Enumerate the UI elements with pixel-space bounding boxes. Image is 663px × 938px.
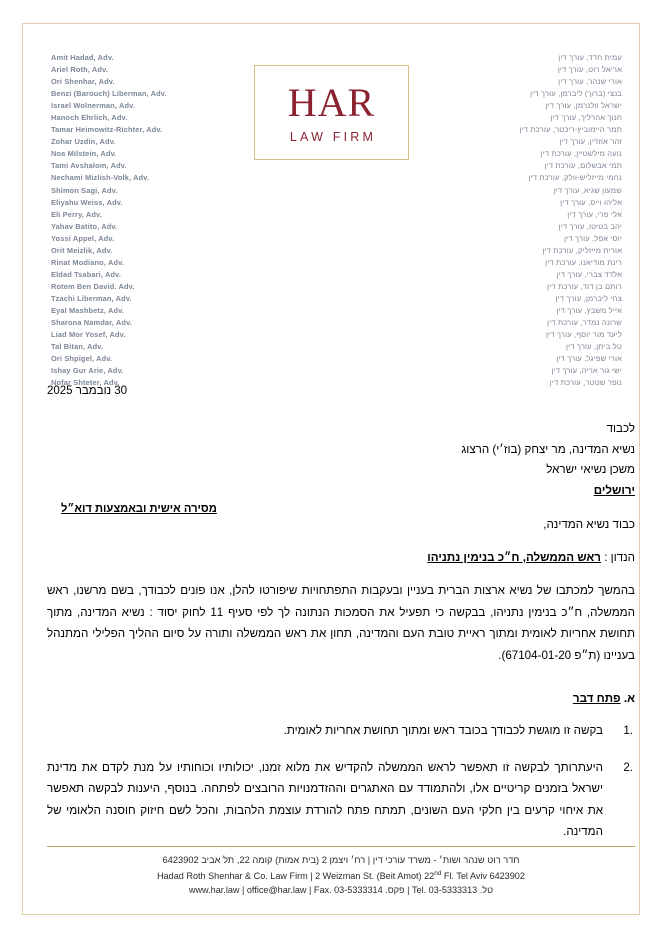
letter-date: 30 נובמבר 2025 <box>47 385 128 397</box>
footer-address-en-pre: Hadad Roth Shenhar & Co. Law Firm | 2 Weizman St. (Beit Amot) 22 <box>157 871 435 882</box>
lawyer-name-he: ישראל וולנרמן, עורך דין <box>545 101 622 111</box>
lawyer-name-he: טל ביתן, עורך דין <box>565 342 622 352</box>
lawyer-name-he: רינת מודיאנו, עורכת דין <box>545 257 622 267</box>
lawyer-name-he: אייל משבץ, עורך דין <box>556 305 622 315</box>
lawyer-name-he: אליהו וייס, עורך דין <box>560 197 622 207</box>
subject-label: הנדון : <box>604 551 635 564</box>
lawyer-name-he: אורי שפיגל, עורך דין <box>556 354 622 364</box>
subject-value: ראש הממשלה, ח״כ בנימין נתניהו <box>427 551 601 564</box>
lawyer-name-he: תמר היימוביץ-ריכטר, עורכת דין <box>519 125 622 135</box>
lawyer-name-en: Rinat Modiano, Adv. <box>51 257 125 267</box>
addressee-city: ירושלים <box>593 483 635 497</box>
lawyer-name-he: יוסי אפל, עורך דין <box>564 233 622 243</box>
lawyer-name-en: Sharona Namdar, Adv. <box>51 318 132 328</box>
numbered-item-1 <box>47 720 635 742</box>
letterhead <box>22 52 640 388</box>
footer-address-hebrew: חדר רוט שנהר ושות׳ - משרד עורכי דין | רח׳ ויצמן 2 (בית אמות) קומה 22, תל אביב 6423902 <box>162 855 520 865</box>
lawyer-name-he: תמי אבשלום, עורכת דין <box>544 161 622 171</box>
lawyer-list-english <box>51 52 167 389</box>
lawyer-name-he: ישי גור אריה, עורך דין <box>551 366 622 376</box>
footer-contact-line: www.har.law | office@har.law | Fax. 03-5333314 .פקס | Tel. 03-5333313 .טל <box>188 885 494 896</box>
lawyer-name-he: אלדד צברי, עורך דין <box>556 269 622 279</box>
lawyer-name-he: זהר אוזדין, עורך דין <box>559 137 622 147</box>
lawyer-name-en: Ishay Gur Arie, Adv. <box>51 366 124 376</box>
footer-address-en-post: Fl. Tel Aviv 6423902 <box>441 871 525 882</box>
section-heading-a <box>47 692 635 705</box>
lawyer-name-en: Yossi Appel, Adv. <box>51 233 115 243</box>
lawyer-name-en: Benzi (Barouch) Liberman, Adv. <box>51 89 167 99</box>
lawyer-name-en: Noa Milstein, Adv. <box>51 149 117 159</box>
section-title: פתח דבר <box>572 692 621 705</box>
salutation: כבוד נשיא המדינה, <box>543 518 635 531</box>
logo-wordmark: HAR <box>287 80 376 125</box>
numbered-item-2 <box>47 757 635 843</box>
lawyer-name-he: אורית מייזליק, עורכת דין <box>542 245 622 255</box>
footer-divider <box>47 846 635 847</box>
addressee-line: נשיא המדינה, מר יצחק (בוז׳י) הרצוג <box>461 442 635 456</box>
lawyer-name-en: Tami Avshalom, Adv. <box>51 161 127 171</box>
lawyer-name-en: Orit Meizlik, Adv. <box>51 245 113 255</box>
lawyer-name-en: Israel Wolnerman, Adv. <box>51 101 136 111</box>
lawyer-name-he: עמית חדד, עורך דין <box>558 53 622 62</box>
lawyer-name-en: Ori Shenhar, Adv. <box>51 77 115 87</box>
logo-tagline: LAW FIRM <box>289 130 377 144</box>
lawyer-name-en: Tamar Heimowitz-Richter, Adv. <box>51 125 163 135</box>
lawyer-name-en: Shimon Sagi, Adv. <box>51 185 118 195</box>
lawyer-list-hebrew <box>519 52 622 389</box>
lawyer-name-he: נועה מילשטיין, עורכת דין <box>540 149 622 159</box>
lawyer-name-he: יהב בטיטו, עורך דין <box>558 221 622 231</box>
lawyer-name-en: Zohar Uzdin, Adv. <box>51 137 116 147</box>
lawyer-name-en: Nofar Shteter, Adv. <box>51 378 120 388</box>
item-number: 2. <box>623 760 633 774</box>
lawyer-name-en: Eldad Tsabari, Adv. <box>51 269 122 279</box>
subject-line <box>47 551 635 564</box>
footer-address-english <box>47 867 635 883</box>
footer-ordinal-suffix: nd <box>434 870 442 877</box>
section-letter: א. <box>623 692 635 705</box>
lawyer-name-he: נופר שטטר, עורכת דין <box>549 378 622 388</box>
lawyer-name-en: Tzachi Liberman, Adv. <box>51 293 132 303</box>
lawyer-name-en: Hanoch Ehrlich, Adv. <box>51 113 128 123</box>
lawyer-name-en: Yahav Batito, Adv. <box>51 221 118 231</box>
lawyer-name-he: אלי פרי, עורך דין <box>567 209 622 219</box>
lawyer-name-en: Tal Bitan, Adv. <box>51 342 104 352</box>
lawyer-name-en: Eli Perry, Adv. <box>51 209 102 219</box>
lawyer-name-en: Ariel Roth, Adv. <box>51 65 108 75</box>
lawyer-name-he: אורי שנהר, עורך דין <box>558 77 622 87</box>
delivery-note: מסירה אישית ובאמצעות דוא״ל <box>61 503 217 515</box>
lawyer-name-he: שמעון שגיא, עורך דין <box>553 185 622 195</box>
lawyer-name-en: Ori Shpigel, Adv. <box>51 354 113 364</box>
addressee-line: משכן נשיאי ישראל <box>546 463 635 476</box>
item-number: 1. <box>623 724 633 737</box>
addressee-line: לכבוד <box>606 422 635 435</box>
lawyer-name-he: בנצי (ברוך) ליברמן, עורך דין <box>530 89 622 99</box>
lawyer-name-en: Amit Hadad, Adv. <box>51 53 114 62</box>
lawyer-name-en: Rotem Ben David. Adv. <box>51 281 135 291</box>
lawyer-name-he: רותם בן דוד, עורכת דין <box>547 281 622 291</box>
lawyer-name-he: שרונה נמדר, עורכת דין <box>546 318 622 328</box>
page-footer <box>47 846 635 897</box>
lawyer-name-en: Nechami Mizlish-Volk, Adv. <box>51 173 150 183</box>
lawyer-name-he: צחי ליברמן, עורך דין <box>555 293 622 303</box>
lawyer-name-en: Eliyahu Weiss, Adv. <box>51 197 123 207</box>
letter-body <box>47 385 635 843</box>
lawyer-name-en: Eyal Mashbetz, Adv. <box>51 305 125 315</box>
lawyer-name-he: חנוך אהרליך, עורך דין <box>550 113 622 123</box>
item-text: היעתרותך לבקשה זו תאפשר לראש הממשלה להקדיש את מלוא זמנו, יכולותיו וכוחותיו על מנת לקדם את מדינת ישראל בזמנים קריטיים אלו, ולהתמודד עם האתגרים וההזדמנויות הרובצים לפתחה. בנוסף, היענות לבקשה תאפשר את איחוי קרעים בין חלקי העם השונים, תמתח פתח להורדת עוצמת הלהבות, והכל לשם חיזוק חוסנה הלאומי של המדינה. <box>47 760 603 838</box>
lawyer-name-en: Liad Mor Yosef, Adv. <box>51 330 126 340</box>
addressee-block <box>47 419 635 501</box>
lawyer-name-he: ליעד מור יוסף, עורך דין <box>546 330 622 340</box>
item-text: בקשה זו מוגשת לכבודך בכובד ראש ומתוך תחושת אחריות לאומית. <box>283 724 603 737</box>
intro-paragraph: בהמשך למכתבו של נשיא ארצות הברית בעניין ובעקבות התפתחויות שיפורטו להלן, אנו פונים לכבודך, בשם מרשנו, ראש הממשלה, ח״כ בנימין נתניהו, בבקשה כי תפעיל את הסמכות הנתונה לך לפי סעיף 11 לחוק יסוד : נשיא המדינה, מתוך תחושת אחריות לאומית ומתוך ראיית טובת העם והמדינה, תחון את ראש הממשלה ותורה על סיום ההליך הפלילי המתנהל בעניינו (ת״פ 67104-01-20). <box>47 584 635 662</box>
lawyer-name-he: נחמי מייזליש-וולק, עורכת דין <box>528 173 622 183</box>
firm-logo <box>254 65 409 160</box>
lawyer-name-he: אריאל רוט, עורך דין <box>557 65 622 75</box>
